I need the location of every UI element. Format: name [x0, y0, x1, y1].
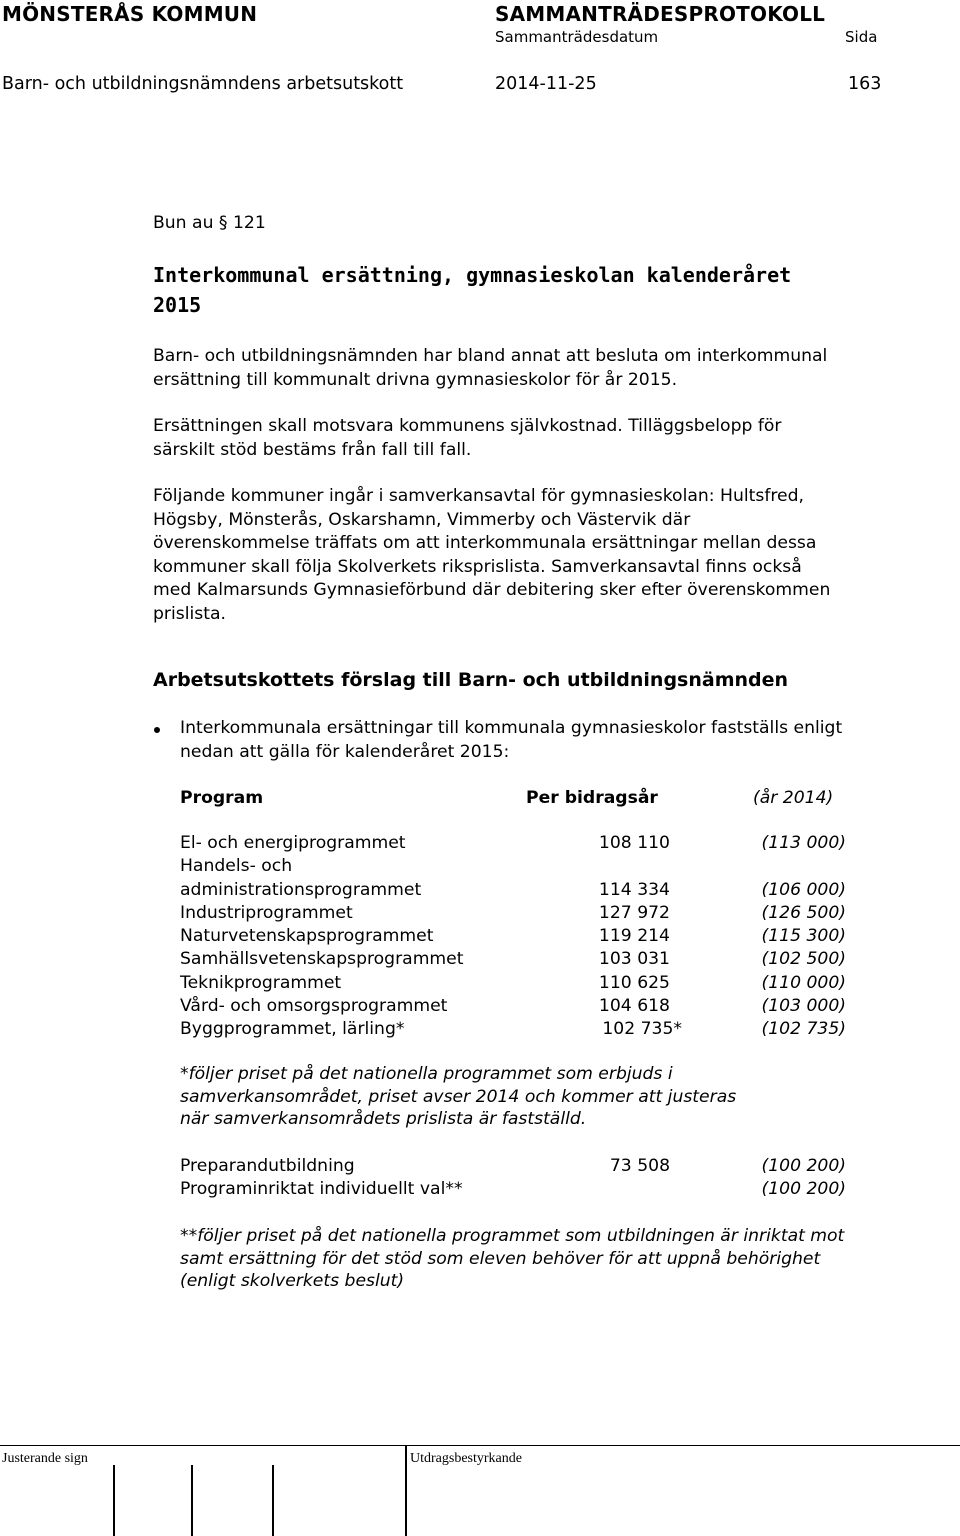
proposal-heading: Arbetsutskottets förslag till Barn- och utbildningsnämnden: [153, 669, 789, 691]
paragraph-3: [153, 485, 830, 626]
table-row: [0, 855, 960, 878]
signature-box-line: [191, 1465, 193, 1536]
paragraph-line: Ersättningen skall motsvara kommunens självkostnad. Tilläggsbelopp för: [153, 416, 782, 436]
table-header-amount: Per bidragsår: [526, 788, 658, 808]
row-previous: (102 500): [761, 949, 846, 970]
paragraph-line: prislista.: [153, 603, 226, 624]
note-line: **följer priset på det nationella programmet som utbildningen är inriktat mot: [180, 1226, 845, 1246]
row-program: Programinriktat individuellt val**: [180, 1179, 463, 1200]
price-table: [0, 832, 960, 1042]
case-title-line1: Interkommunal ersättning, gymnasieskolan kalenderåret: [153, 263, 792, 287]
price-table-extra: [0, 1155, 960, 1202]
table-row: [0, 972, 960, 995]
row-program: Vård- och omsorgsprogrammet: [180, 996, 448, 1017]
row-amount: 127 972: [598, 902, 670, 923]
row-program: Byggprogrammet, lärling*: [180, 1019, 405, 1040]
table-row: [0, 925, 960, 948]
row-amount: 103 031: [598, 949, 670, 970]
row-previous: (113 000): [761, 833, 846, 853]
table-header-previous: (år 2014): [753, 788, 834, 808]
row-amount: 114 334: [598, 879, 670, 900]
municipality-name: MÖNSTERÅS KOMMUN: [2, 2, 258, 26]
date-label: Sammanträdesdatum: [495, 28, 659, 46]
bullet-icon: [154, 727, 160, 733]
row-program: Preparandutbildning: [180, 1156, 355, 1176]
signature-box-line: [113, 1465, 115, 1536]
row-previous: (100 200): [761, 1156, 846, 1176]
footnote-1: [180, 1063, 736, 1131]
row-program: Teknikprogrammet: [180, 972, 342, 993]
row-amount: 119 214: [598, 926, 670, 947]
signature-box-line: [272, 1465, 274, 1536]
extract-label: Utdragsbestyrkande: [410, 1451, 522, 1466]
footer-divider: [405, 1445, 407, 1536]
table-row: [0, 832, 960, 855]
document-type: SAMMANTRÄDESPROTOKOLL: [495, 2, 826, 26]
paragraph-line: Följande kommuner ingår i samverkansavtal för gymnasieskolan: Hultsfred,: [153, 486, 804, 506]
paragraph-2: [153, 415, 782, 462]
table-row: [0, 948, 960, 971]
paragraph-line: särskilt stöd bestäms från fall till fall.: [153, 439, 472, 460]
row-previous: (126 500): [761, 902, 846, 923]
row-amount: 108 110: [598, 833, 670, 853]
row-program: Industriprogrammet: [180, 902, 353, 923]
row-amount: 73 508: [609, 1156, 670, 1176]
paragraph-line: Högsby, Mönsterås, Oskarshamn, Vimmerby och Västervik där: [153, 509, 691, 530]
row-program: Naturvetenskapsprogrammet: [180, 926, 434, 947]
row-previous: (100 200): [761, 1179, 846, 1200]
row-program: administrationsprogrammet: [180, 879, 422, 900]
page-number: 163: [848, 74, 882, 94]
note-line: (enligt skolverkets beslut): [180, 1271, 405, 1291]
proposal-bullet: [180, 717, 842, 764]
row-previous: (102 735): [761, 1019, 846, 1040]
row-program: El- och energiprogrammet: [180, 833, 406, 853]
row-amount: 102 735*: [602, 1019, 682, 1040]
case-title-line2: 2015: [153, 293, 202, 317]
note-line: samt ersättning för det stöd som eleven behöver för att uppnå behörighet: [180, 1248, 821, 1269]
bullet-line: Interkommunala ersättningar till kommunala gymnasieskolor fastställs enligt: [180, 718, 843, 738]
table-row: [0, 879, 960, 902]
footnote-2: [180, 1225, 844, 1293]
paragraph-line: ersättning till kommunalt drivna gymnasieskolor för år 2015.: [153, 369, 678, 390]
meeting-date: 2014-11-25: [495, 74, 597, 94]
table-row: [0, 1155, 960, 1178]
committee-name: Barn- och utbildningsnämndens arbetsutskott: [2, 74, 404, 94]
paragraph-1: [153, 345, 827, 392]
note-line: när samverkansområdets prislista är fastställd.: [180, 1109, 587, 1129]
row-previous: (103 000): [761, 996, 846, 1017]
paragraph-line: Barn- och utbildningsnämnden har bland annat att besluta om interkommunal: [153, 346, 828, 366]
row-program: Handels- och: [180, 856, 293, 877]
row-amount: 110 625: [598, 972, 670, 993]
table-row: [0, 902, 960, 925]
table-row: [0, 1018, 960, 1041]
paragraph-line: överenskommelse träffats om att interkommunala ersättningar mellan dessa: [153, 533, 817, 553]
footer-rule: [0, 1445, 960, 1446]
table-header-program: Program: [180, 788, 264, 808]
paragraph-line: med Kalmarsunds Gymnasieförbund där debitering sker efter överenskommen: [153, 580, 831, 600]
bullet-line: nedan att gälla för kalenderåret 2015:: [180, 741, 510, 762]
note-line: samverkansområdet, priset avser 2014 och kommer att justeras: [180, 1086, 737, 1107]
case-number: Bun au § 121: [153, 213, 266, 233]
paragraph-line: kommuner skall följa Skolverkets riksprislista. Samverkansavtal finns också: [153, 556, 802, 577]
table-row: [0, 1178, 960, 1201]
note-line: *följer priset på det nationella programmet som erbjuds i: [180, 1064, 673, 1084]
row-previous: (115 300): [761, 926, 846, 947]
row-program: Samhällsvetenskapsprogrammet: [180, 949, 464, 970]
sign-label: Justerande sign: [2, 1451, 88, 1466]
table-row: [0, 995, 960, 1018]
row-previous: (110 000): [761, 972, 846, 993]
row-amount: 104 618: [598, 996, 670, 1017]
row-previous: (106 000): [761, 879, 846, 900]
page-label: Sida: [845, 28, 878, 46]
